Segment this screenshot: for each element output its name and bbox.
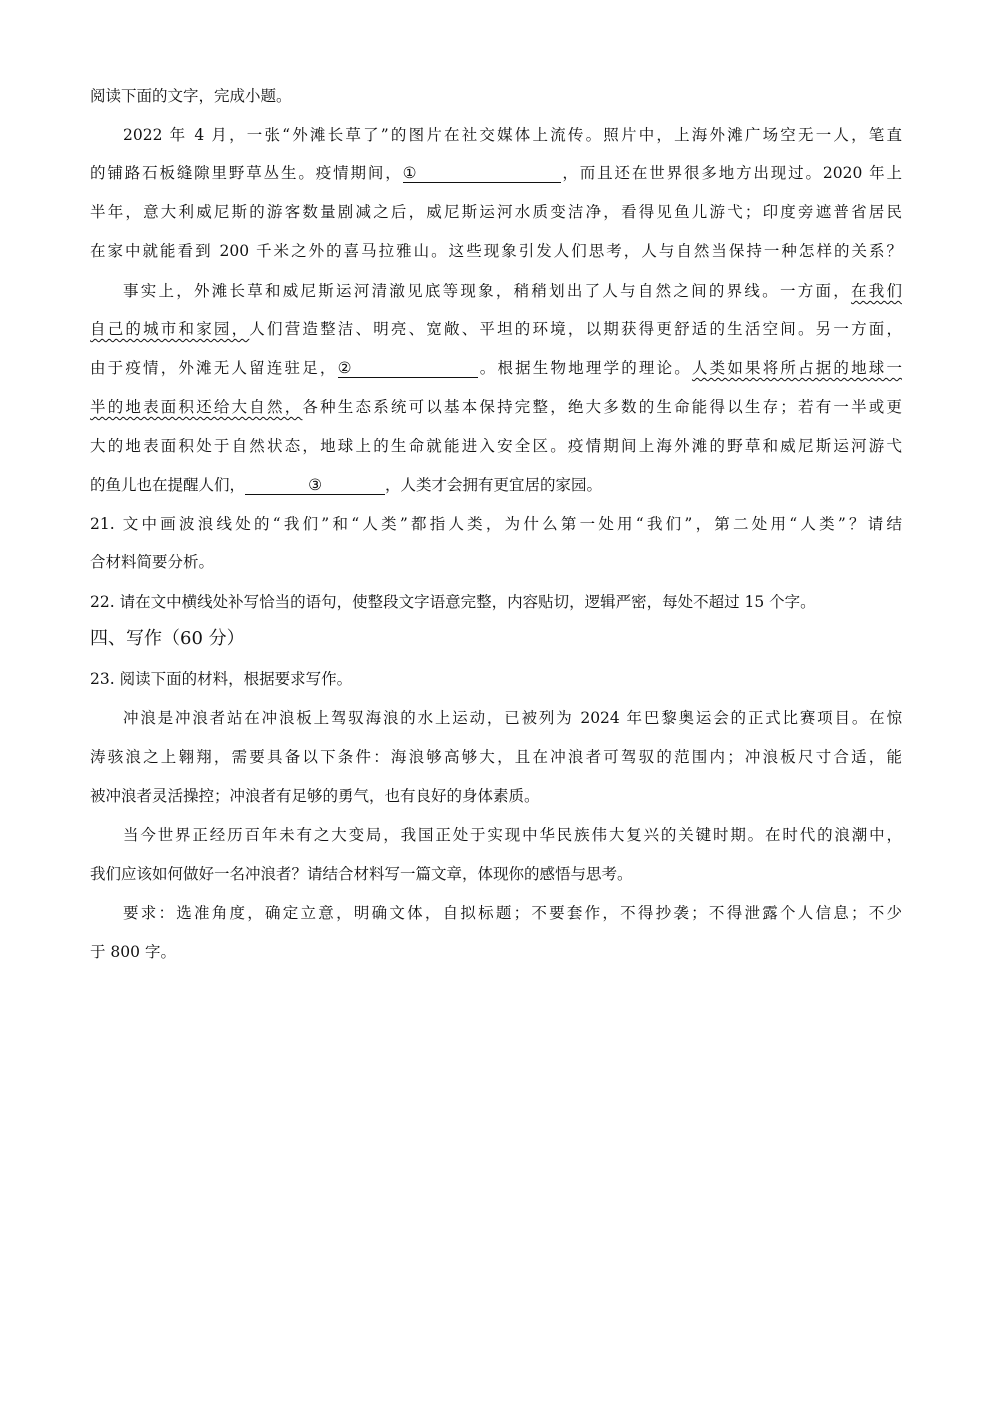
passage-line [90, 201, 902, 223]
material-text: 被冲浪者灵活操控；冲浪者有足够的勇气，也有良好的身体素质。 [90, 787, 540, 805]
passage-line [123, 280, 902, 302]
passage-line [90, 162, 902, 184]
passage-text: 事实上，外滩长草和威尼斯运河清澈见底等现象，稍稍划出了人与自然之间的界线。一方面， [123, 282, 851, 300]
material-line [123, 707, 902, 729]
passage-line [90, 396, 902, 418]
intro-text: 阅读下面的文字，完成小题。 [90, 87, 292, 105]
passage-text: 各种生态系统可以基本保持完整，绝大多数的生命能得以生存；若有一半或更 [302, 398, 902, 416]
requirements-text: 要求：选准角度，确定立意，明确文体，自拟标题；不要套作，不得抄袭；不得泄露个人信息；不少 [123, 904, 902, 922]
passage-line [123, 124, 902, 146]
passage-text: 2022 年 4 月，一张“外滩长草了”的图片在社交媒体上流传。照片中，上海外滩广场空无一人，笔直 [123, 126, 902, 144]
question-22 [90, 591, 902, 613]
question-21 [90, 513, 902, 535]
material-line [90, 863, 902, 885]
question-text: 22. 请在文中横线处补写恰当的语句，使整段文字语意完整，内容贴切，逻辑严密，每处不超过 15 个字。 [90, 593, 816, 611]
passage-line [90, 318, 902, 340]
material-line [90, 746, 902, 768]
passage-line [90, 474, 902, 496]
requirements-line [123, 902, 902, 924]
wavy-underline-women: 在我们 [850, 282, 902, 300]
blank-1: ① [403, 164, 561, 183]
passage-text: 由于疫情，外滩无人留连驻足， [90, 359, 338, 377]
passage-line [90, 435, 902, 457]
intro-instruction [90, 85, 902, 107]
passage-text: 。根据生物地理学的理论。 [477, 359, 692, 377]
passage-text: 的鱼儿也在提醒人们， [90, 476, 246, 494]
passage-text: 人们营造整洁、明亮、宽敞、平坦的环境，以期获得更舒适的生活空间。另一方面， [249, 320, 902, 338]
passage-line [90, 240, 902, 262]
material-line [123, 824, 902, 846]
wavy-underline-renlei: 人类如果将所占据的地球一 [691, 359, 902, 377]
wavy-underline-renlei: 半的地表面积还给大自然， [90, 398, 303, 416]
requirements-line [90, 941, 902, 963]
section-title: 四、写作（60 分） [90, 628, 245, 649]
material-text: 冲浪是冲浪者站在冲浪板上驾驭海浪的水上运动，已被列为 2024 年巴黎奥运会的正式比赛项目。在惊 [123, 709, 902, 727]
wavy-underline-women: 自己的城市和家园， [90, 320, 250, 338]
passage-text: ，而且还在世界很多地方出现过。2020 年上 [560, 164, 902, 182]
blank-2: ② [338, 359, 478, 378]
question-23 [90, 668, 902, 690]
blank-3: ③ [245, 476, 385, 495]
passage-text: 在家中就能看到 200 千米之外的喜马拉雅山。这些现象引发人们思考，人与自然当保持一种怎样的关系？ [90, 242, 902, 260]
passage-text: 的铺路石板缝隙里野草丛生。疫情期间， [90, 164, 403, 182]
question-text: 23. 阅读下面的材料，根据要求写作。 [90, 670, 353, 688]
material-text: 我们应该如何做好一名冲浪者？请结合材料写一篇文章，体现你的感悟与思考。 [90, 865, 633, 883]
passage-line [90, 357, 902, 379]
question-21-cont [90, 551, 902, 573]
material-text: 涛骇浪之上翱翔，需要具备以下条件：海浪够高够大，且在冲浪者可驾驭的范围内；冲浪板尺寸合适，能 [90, 748, 902, 766]
question-text: 21. 文中画波浪线处的“我们”和“人类”都指人类，为什么第一处用“我们”，第二处用“人类”？请结 [90, 515, 902, 533]
section-heading [90, 628, 902, 650]
material-text: 当今世界正经历百年未有之大变局，我国正处于实现中华民族伟大复兴的关键时期。在时代的浪潮中， [123, 826, 902, 844]
passage-text: 半年，意大利威尼斯的游客数量剧减之后，威尼斯运河水质变洁净，看得见鱼儿游弋；印度旁遮普省居民 [90, 203, 902, 221]
question-text: 合材料简要分析。 [90, 553, 215, 571]
passage-text: ，人类才会拥有更宜居的家园。 [385, 476, 603, 494]
requirements-text: 于 800 字。 [90, 943, 176, 961]
passage-text: 大的地表面积处于自然状态，地球上的生命就能进入安全区。疫情期间上海外滩的野草和威尼斯运河游弋 [90, 437, 902, 455]
material-line [90, 785, 902, 807]
